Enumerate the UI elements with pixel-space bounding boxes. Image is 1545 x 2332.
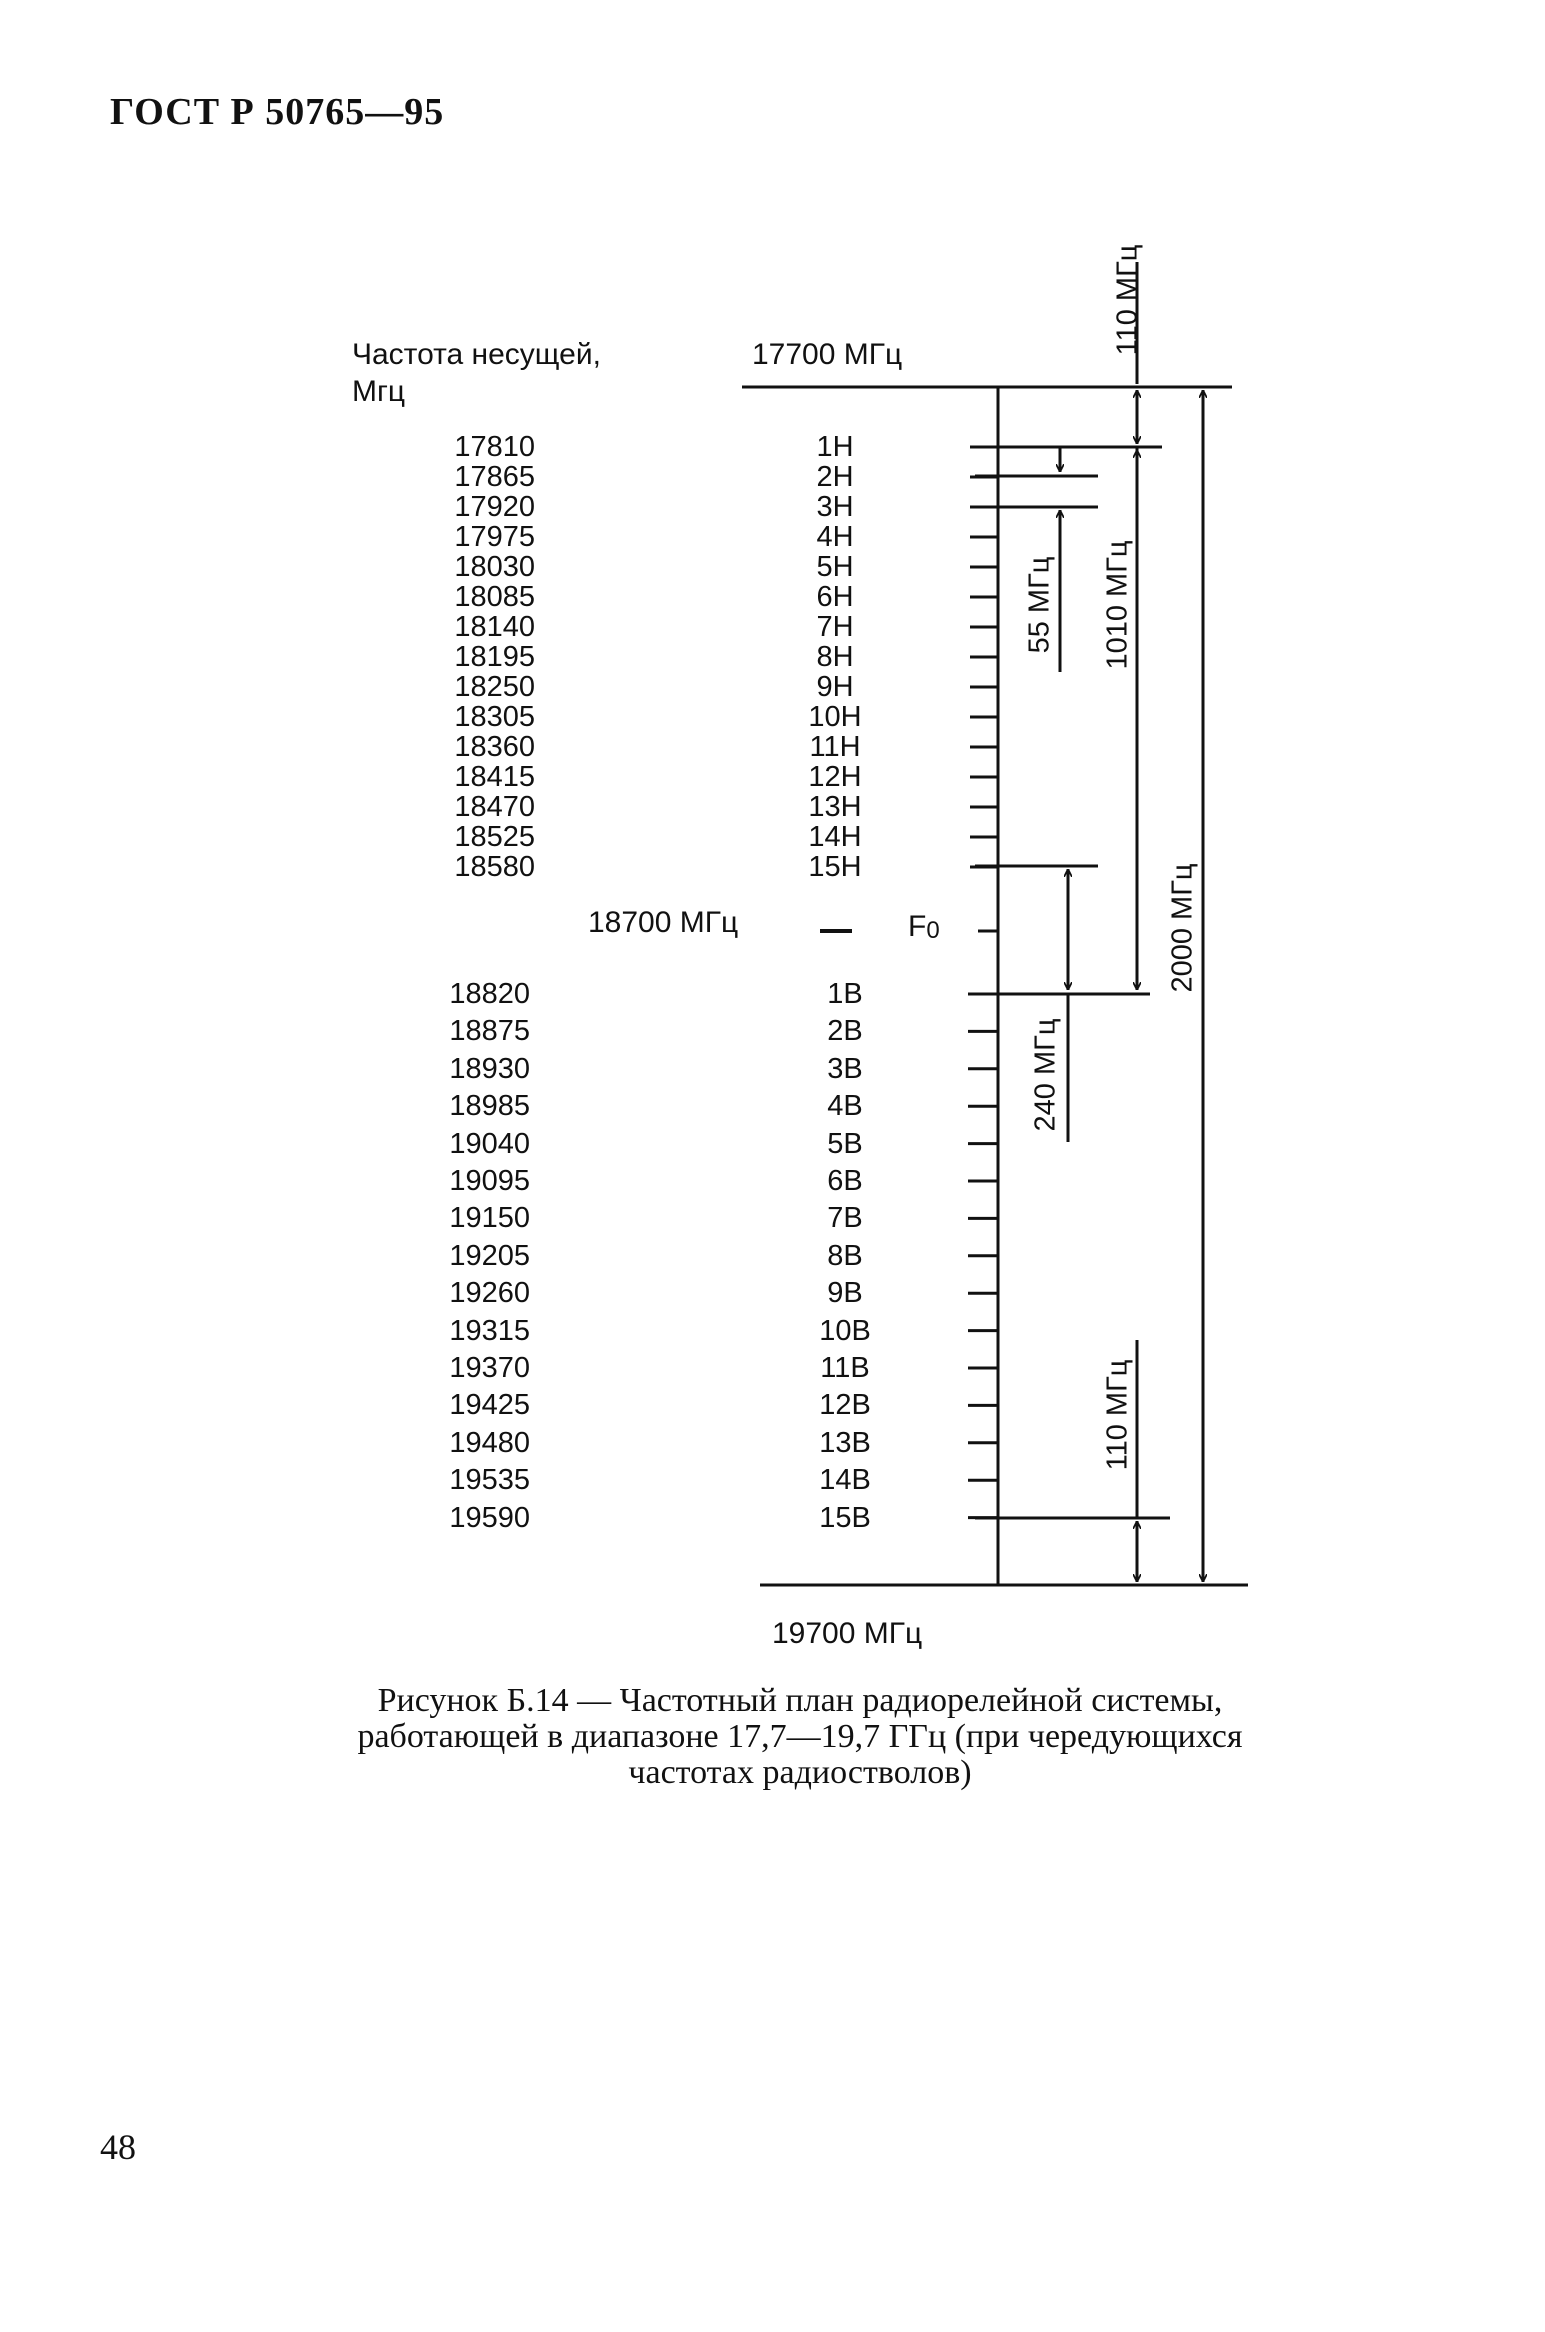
channel-frequency: 18985 (449, 1090, 530, 1123)
channel-frequency: 17920 (454, 491, 535, 523)
channel-frequency: 18525 (454, 821, 535, 853)
channel-label: 7В (827, 1202, 863, 1235)
channel-frequency: 18930 (449, 1052, 530, 1085)
channel-label: 8В (827, 1239, 863, 1272)
channel-frequency: 19150 (449, 1202, 530, 1235)
channel-frequency: 18875 (449, 1015, 530, 1048)
center-marker-letter: F (908, 910, 927, 943)
dim-label-channel-spacing: 55 МГц (1023, 556, 1056, 654)
channel-label: 15В (819, 1501, 871, 1534)
channel-label: 10Н (808, 701, 862, 733)
channel-label: 1Н (816, 431, 854, 463)
channel-label: 11В (820, 1352, 870, 1384)
channel-label: 5Н (816, 551, 854, 583)
center-frequency-dash (820, 929, 852, 933)
channel-label: 9В (827, 1277, 863, 1310)
channel-label: 9Н (816, 671, 854, 703)
channel-frequency: 18140 (454, 611, 535, 643)
channel-frequency: 19260 (449, 1277, 530, 1310)
channel-label: 6В (827, 1165, 863, 1197)
channel-frequency: 18415 (454, 761, 535, 793)
center-frequency-label: 18700 МГц (588, 906, 739, 939)
channel-frequency: 18085 (454, 581, 535, 613)
channel-label: 14В (819, 1464, 871, 1497)
channel-label: 3В (827, 1052, 863, 1085)
dim-label-half-band: 1010 МГц (1101, 540, 1134, 670)
dim-label-top-guard: 110 МГц (1111, 244, 1144, 356)
channel-label: 4Н (816, 521, 854, 553)
top-frequency-label: 17700 МГц (752, 338, 903, 371)
channel-label: 6Н (816, 581, 854, 613)
channel-frequency: 19425 (449, 1389, 530, 1422)
channel-label: 5В (827, 1127, 863, 1160)
channel-frequency: 19315 (449, 1314, 530, 1347)
bottom-frequency-label: 19700 МГц (772, 1617, 923, 1650)
channel-frequency: 18360 (454, 731, 535, 763)
channel-ticks (968, 447, 998, 1518)
channel-label: 1В (827, 978, 863, 1010)
channel-frequency: 17975 (454, 521, 535, 553)
channel-frequency: 18470 (454, 791, 535, 823)
dim-label-total-band: 2000 МГц (1166, 863, 1199, 993)
channel-frequency: 17865 (454, 461, 535, 493)
channel-label: 3Н (816, 491, 854, 523)
dim-label-center-gap: 240 МГц (1029, 1018, 1062, 1132)
channel-frequency: 18580 (454, 851, 535, 883)
channel-frequency: 19205 (449, 1239, 530, 1272)
channel-label: 7Н (816, 611, 854, 643)
channel-frequency: 18305 (454, 701, 535, 733)
channel-frequency: 19095 (449, 1165, 530, 1197)
channel-label: 8Н (816, 641, 854, 673)
channel-frequency: 19480 (449, 1426, 530, 1459)
channel-frequency: 19590 (449, 1501, 530, 1534)
document-header: ГОСТ Р 50765—95 (110, 91, 445, 133)
channel-label: 12Н (808, 761, 862, 793)
figure-caption: Рисунок Б.14 — Частотный план радиорелейной системы, работающей в диапазоне 17,7—19,7 ГГц (при чередующихся частотах радиостволов) (357, 1682, 1243, 1791)
channel-frequency: 17810 (454, 431, 535, 463)
channel-label: 11Н (809, 731, 861, 763)
channel-label: 13Н (808, 791, 862, 823)
channel-label: 10В (819, 1314, 871, 1347)
center-frequency-marker (908, 910, 940, 945)
channel-frequency: 18030 (454, 551, 535, 583)
channel-label: 13В (819, 1426, 871, 1459)
channel-label: 15Н (808, 851, 862, 883)
channel-label: 14Н (808, 821, 862, 853)
center-marker-subscript: 0 (926, 917, 940, 944)
channel-frequency: 19535 (449, 1464, 530, 1497)
channel-frequency: 18250 (454, 671, 535, 703)
channel-label: 12В (819, 1389, 871, 1422)
channel-label: 4В (827, 1090, 863, 1123)
channel-label: 2В (827, 1015, 863, 1048)
channel-frequency: 18820 (449, 978, 530, 1010)
channel-frequency: 19370 (449, 1352, 530, 1384)
dim-label-bottom-guard: 110 МГц (1101, 1359, 1134, 1471)
page-number: 48 (100, 2127, 136, 2167)
channel-frequency: 18195 (454, 641, 535, 673)
channel-label: 2Н (816, 461, 854, 493)
frequency-column-title: Частота несущей, Мгц (352, 338, 601, 408)
channel-frequency: 19040 (449, 1127, 530, 1160)
